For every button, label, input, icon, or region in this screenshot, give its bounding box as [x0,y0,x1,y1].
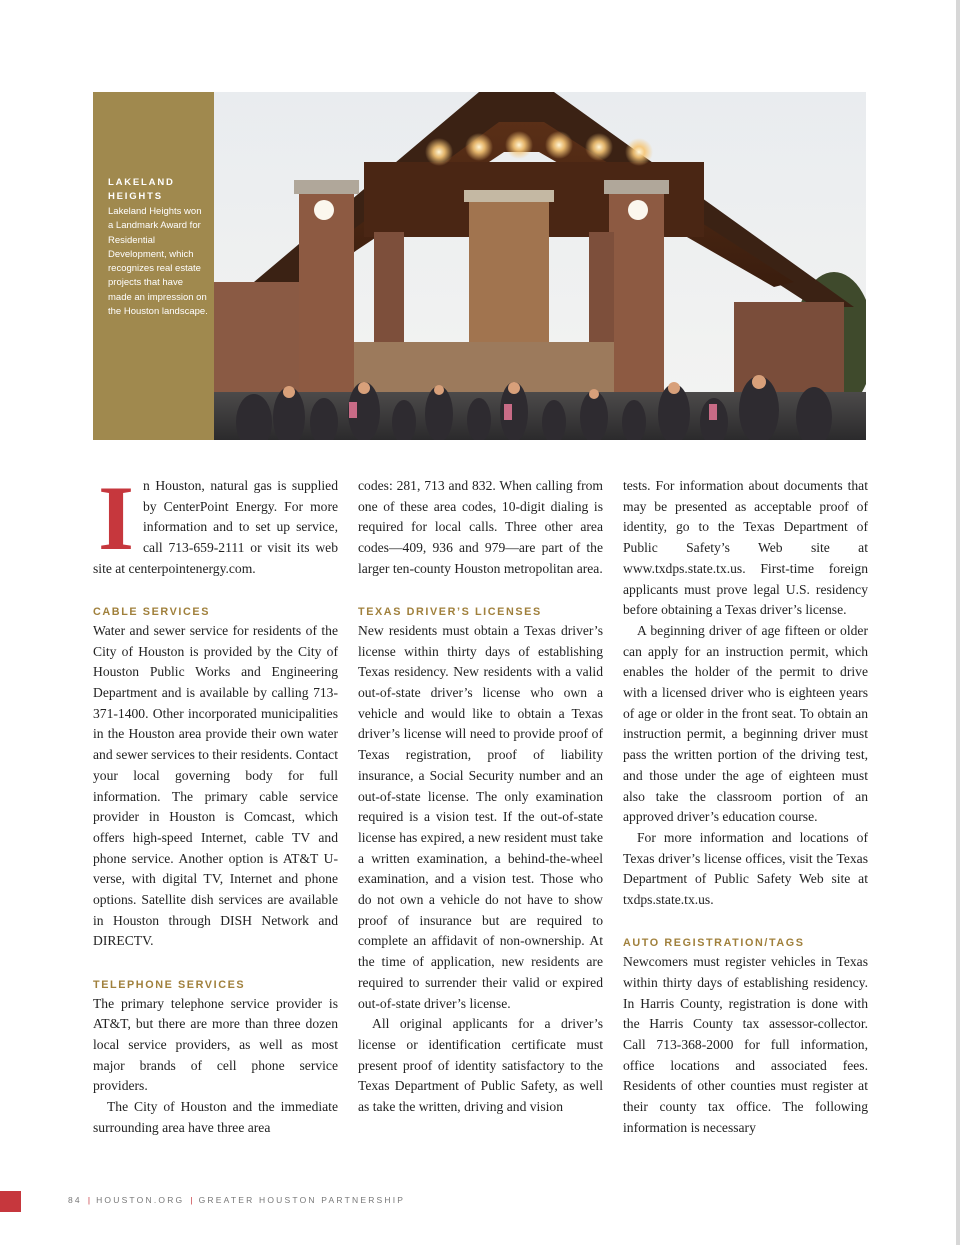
text-column-1 [93,476,338,1138]
page-footer [68,1195,405,1205]
svg-text:I: I [98,479,134,555]
more-info-paragraph: For more information and locations of Texas driver’s license offices, visit the Texas Department of Public Safety Web site at txdps.state.tx.us. [623,829,868,908]
photo-caption-panel [93,92,214,440]
section-heading-cable: CABLE SERVICES [93,606,210,619]
text-column-3 [623,476,868,1138]
feature-photo-block [93,92,866,440]
identity-paragraph: tests. For information about documents that may be presented as acceptable proof of identity, go to the Texas Department of Public Safety’s Web site at www.txdps.state.tx.us. First-time foreign applicants must prove legal U.S. residency before obtaining a Texas driver’s license. [623,478,868,618]
section-heading-auto-registration: AUTO REGISTRATION/TAGS [623,937,805,950]
section-heading-telephone: TELEPHONE SERVICES [93,978,246,991]
telephone-paragraph: The primary telephone service provider is AT&T, but there are more than three dozen local service providers, as well as most major brands of cell phone service providers. [93,995,338,1094]
section-heading-licenses: TEXAS DRIVER’S LICENSES [358,606,542,619]
footer-separator: | [87,1195,91,1205]
page-edge [956,0,960,1245]
footer-publisher: GREATER HOUSTON PARTNERSHIP [198,1195,406,1205]
text-column-2 [358,476,603,1118]
page-number: 84 [68,1195,82,1205]
footer-separator: | [190,1195,193,1205]
caption-text: Lakeland Heights won a Landmark Award for Residential Development, which recognizes real estate projects that have made an impression on the Houston landscape. [108,206,208,318]
permit-paragraph: A beginning driver of age fifteen or older can apply for an instruction permit, which enables the holder of the permit to drive with a licensed driver who is eighteen years of age or older in the front seat. To obtain an instruction permit, a beginning driver must pass the written portion of the driving test, and those under the age of eighteen must also take the classroom portion of an approved driver’s education course. [623,622,868,825]
dropcap-letter [93,479,139,555]
registration-paragraph: Newcomers must register vehicles in Texas within thirty days of establishing residency. In Harris County, registration is done with the Harris County tax assessor-collector. Call 713-368-2000 for full information, office locations and associated fees. Residents of other counties must register at their county tax office. The following information is necessary [623,954,868,1135]
area-codes-paragraph: The City of Houston and the immediate surrounding area have three area [93,1099,338,1135]
applicants-paragraph: All original applicants for a driver’s license or identification certificate must present proof of identity satisfactory to the Texas Department of Public Safety, as well as take the written, driving and vision [358,1016,603,1115]
footer-site: HOUSTON.ORG [96,1195,185,1205]
license-paragraph: New residents must obtain a Texas driver’s license within thirty days of establishing Texas residency. New residents with a valid out-of-state driver’s license who own a vehicle and would like to obtain a Texas driver’s license will need to provide proof of Texas registration, proof of liability insurance, a Social Security number and an out-of-state license. The only examination required is a vision test. If the out-of-state license has expired, a new resident must take a written examination, a behind-the-wheel examination, and a vision test. Those who do not own a vehicle do not have to show proof of insurance but are required to complete an affidavit of non-ownership. At the time of application, new residents are required to surrender their valid or expired out-of-state driver’s license. [358,622,603,1011]
area-codes-continued-paragraph: codes: 281, 713 and 832. When calling from one of these area codes, 10-digit dialing is required for local calls. Three other area codes—409, 936 and 979—are part of the larger ten-county Houston metropolitan area. [358,478,603,576]
intro-paragraph: n Houston, natural gas is supplied by CenterPoint Energy. For more information and to set up service, call 713-659-2111 or visit its web site at centerpointenergy.com. [93,478,338,576]
footer-color-tab [0,1191,21,1212]
pavilion-photo [214,92,866,440]
cable-paragraph: Water and sewer service for residents of the City of Houston is provided by the City of Houston Public Works and Engineering Department and is available by calling 713-371-1400. Other incorporated municipalities in the Houston area provide their own water and sewer services to their residents. Contact your local governing body for full information. The primary cable service provider in Houston is Comcast, which offers high-speed Internet, cable TV and phone service. Another option is AT&T U-verse, with digital TV, Internet and phone options. Satellite dish services are available in Houston through DISH Network and DIRECTV. [93,622,338,949]
caption-title: LAKELAND HEIGHTS [108,177,175,202]
